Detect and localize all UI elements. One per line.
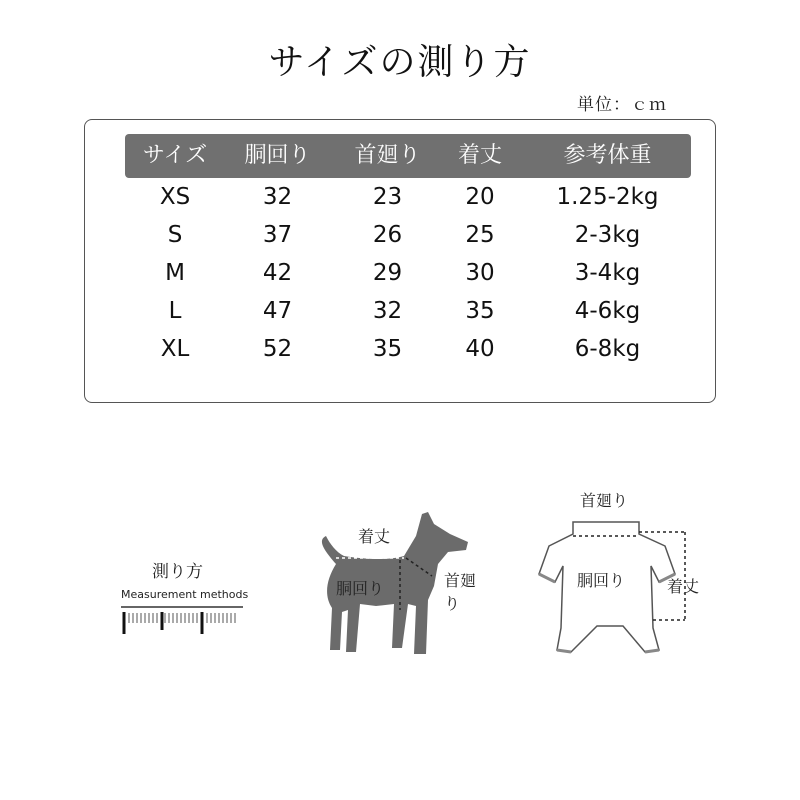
- cell-weight: 6-8kg: [574, 336, 641, 362]
- dog-length-label: 着丈: [358, 527, 391, 546]
- cell-length: 20: [465, 184, 495, 210]
- garment-chest-label: 胴回り: [577, 571, 626, 590]
- cell-chest: 32: [262, 184, 293, 210]
- table-row: [85, 330, 717, 368]
- table-row: [85, 178, 717, 216]
- cell-neck: 23: [372, 184, 403, 210]
- header-size: サイズ: [142, 143, 208, 168]
- cell-size: S: [167, 222, 183, 248]
- table-row: [85, 216, 717, 254]
- cell-size: M: [165, 260, 185, 286]
- cell-weight: 4-6kg: [574, 298, 641, 324]
- unit-label: 単位：ｃｍ: [577, 95, 667, 115]
- garment-diagram: [535, 491, 705, 664]
- cell-size: L: [168, 298, 182, 324]
- page-title: サイズの測り方: [268, 42, 532, 83]
- cell-length: 40: [465, 336, 495, 362]
- header-weight: 参考体重: [563, 143, 652, 168]
- cell-chest: 52: [262, 336, 293, 362]
- dog-neck-label: 首廻り: [444, 571, 477, 613]
- cell-neck: 32: [372, 298, 403, 324]
- cell-size: XL: [160, 336, 190, 362]
- cell-neck: 35: [372, 336, 403, 362]
- header-length: 着丈: [457, 143, 502, 168]
- cell-length: 35: [465, 298, 495, 324]
- cell-weight: 3-4kg: [574, 260, 641, 286]
- cell-neck: 26: [372, 222, 403, 248]
- header-neck: 首廻り: [354, 143, 421, 168]
- table-row: [85, 254, 717, 292]
- cell-length: 25: [465, 222, 495, 248]
- dog-diagram: [300, 500, 480, 664]
- size-table: [84, 119, 716, 403]
- cell-size: XS: [159, 184, 191, 210]
- ruler-icon: [121, 606, 246, 638]
- cell-chest: 42: [262, 260, 293, 286]
- table-row: [85, 292, 717, 330]
- cell-weight: 1.25-2kg: [556, 184, 659, 210]
- cell-length: 30: [465, 260, 495, 286]
- header-chest: 胴回り: [244, 143, 311, 168]
- cell-weight: 2-3kg: [574, 222, 641, 248]
- dog-chest-label: 胴回り: [336, 579, 385, 598]
- cell-chest: 37: [262, 222, 293, 248]
- method-label: 測り方: [152, 562, 203, 582]
- method-subtitle: Measurement methods: [121, 588, 249, 601]
- cell-neck: 29: [372, 260, 403, 286]
- table-header: [125, 134, 691, 178]
- cell-chest: 47: [262, 298, 293, 324]
- garment-length-label: 着丈: [667, 577, 700, 596]
- garment-neck-label: 首廻り: [580, 491, 629, 510]
